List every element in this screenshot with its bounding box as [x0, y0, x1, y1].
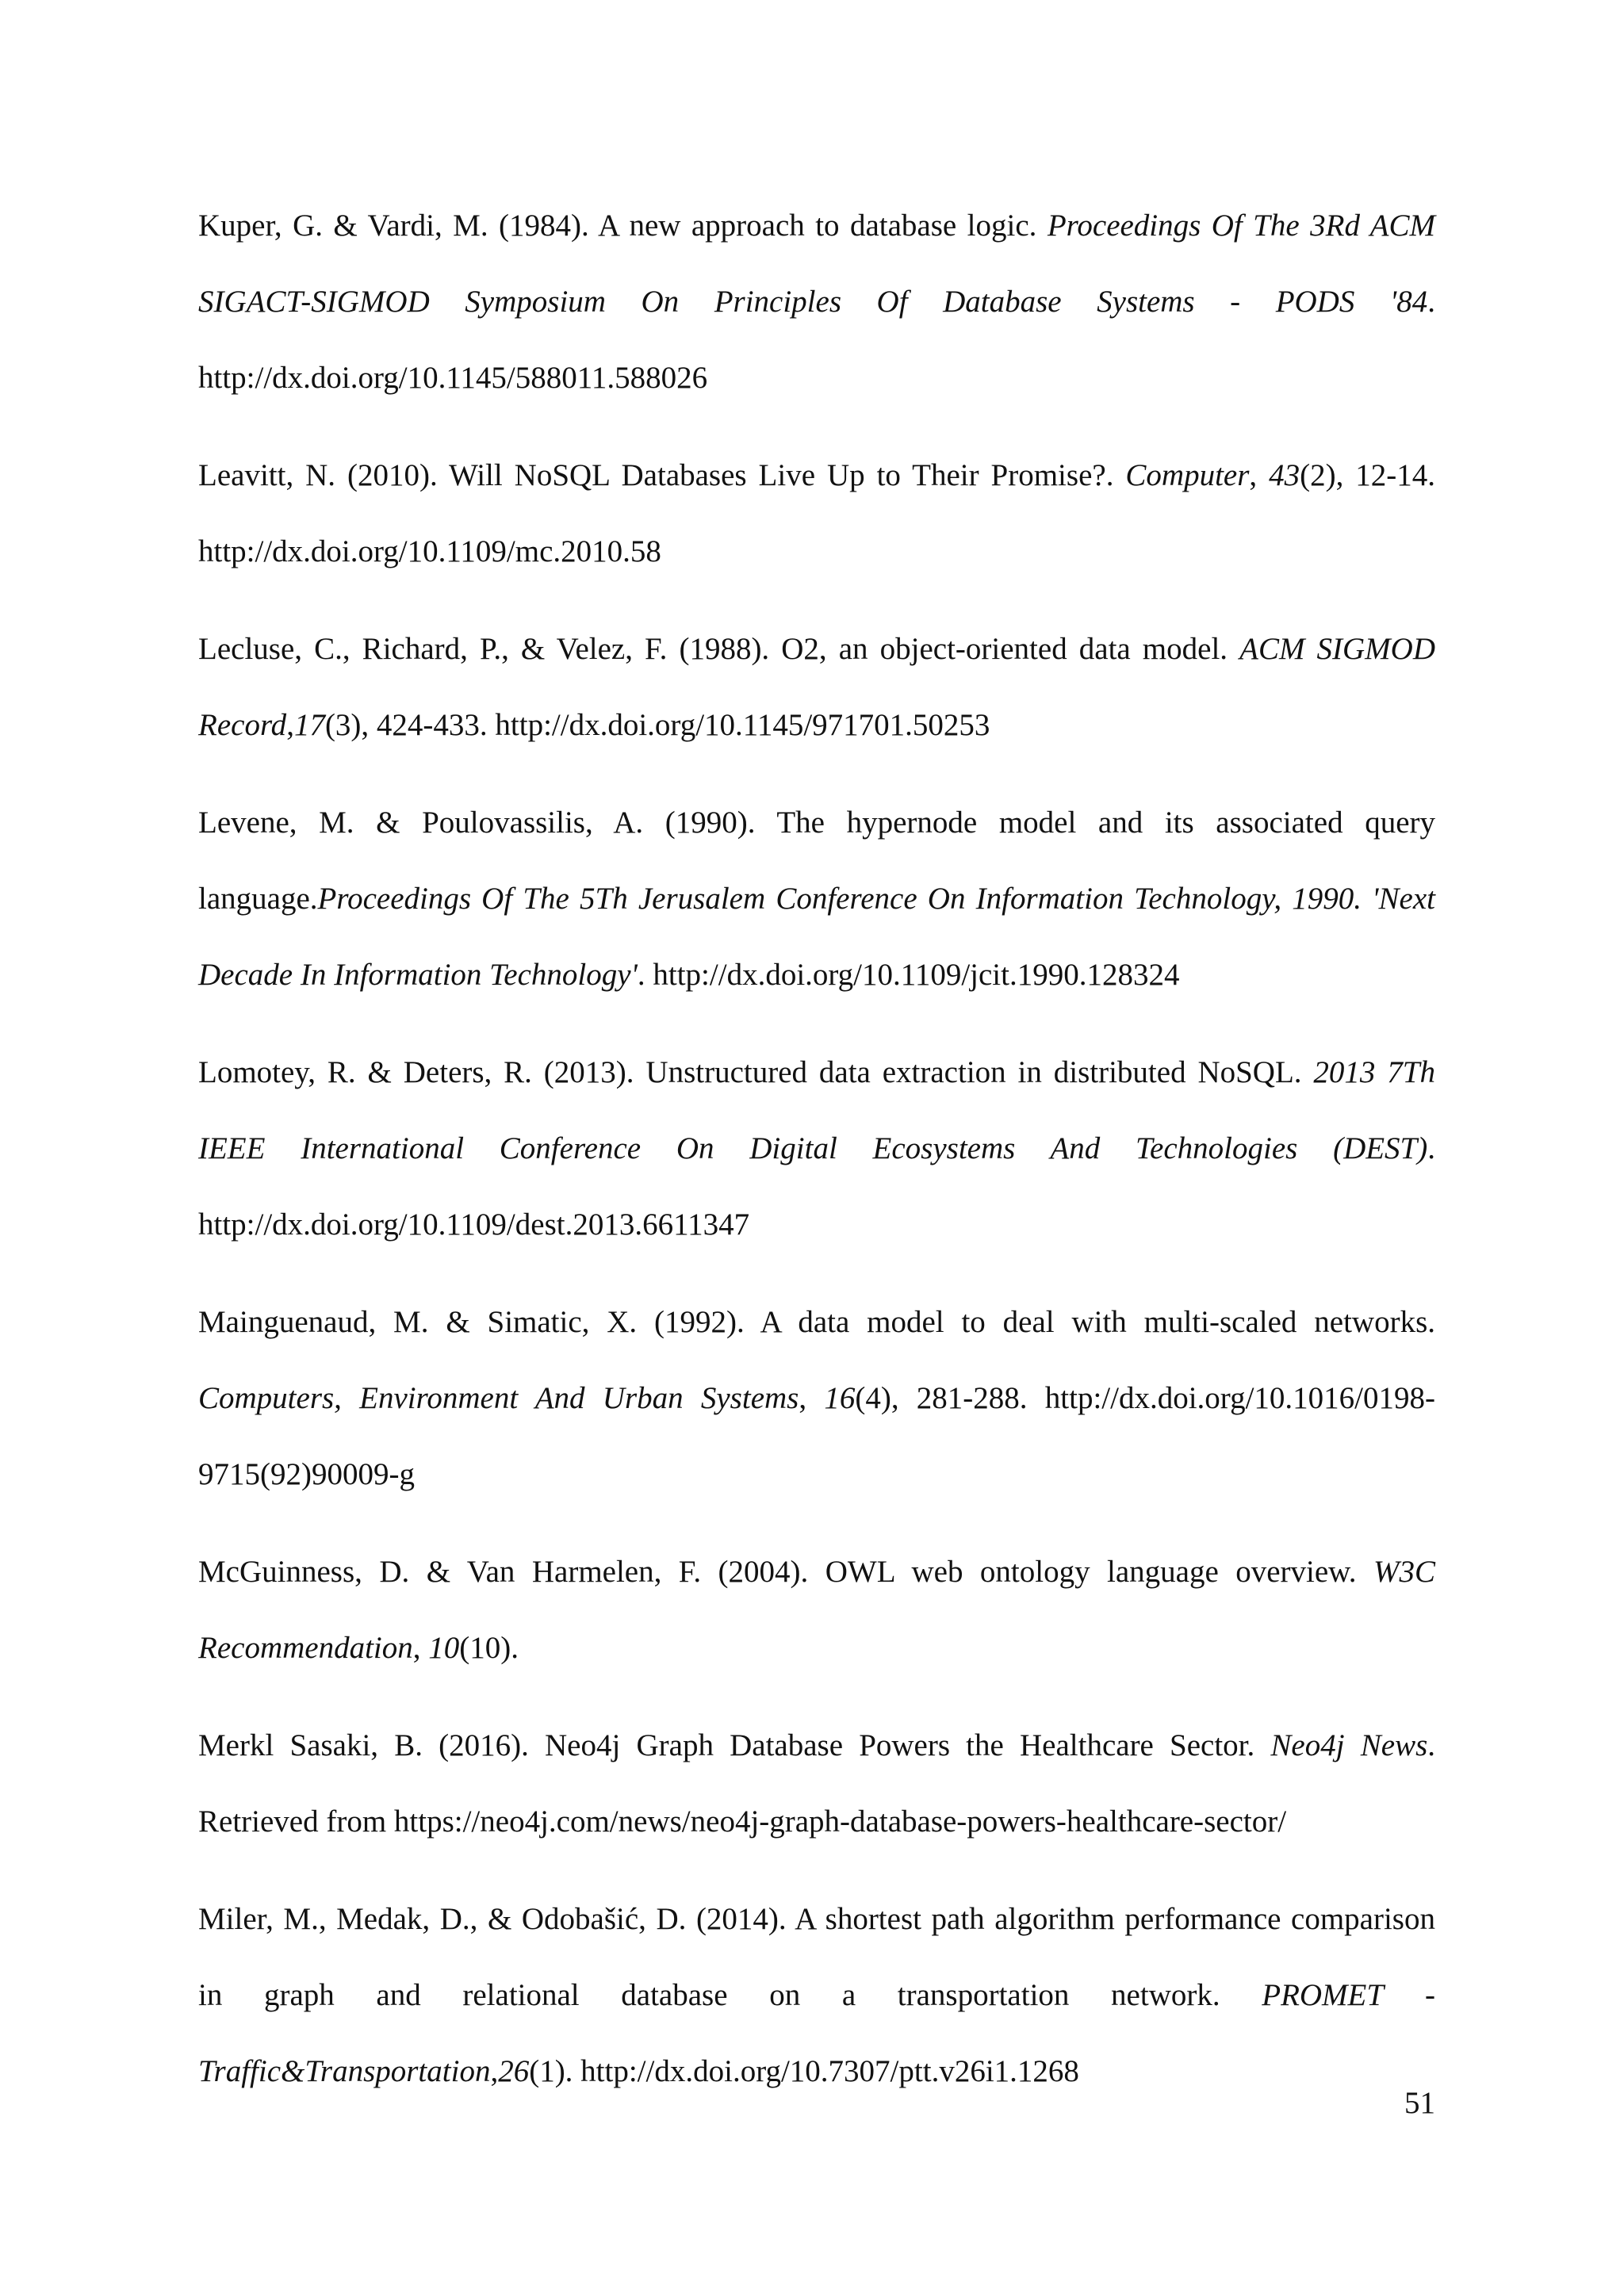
reference-doi: . Retrieved from https://neo4j.com/news/neo4j-graph-database-powers-healthcare-sector/	[198, 1728, 1436, 1839]
reference-entry	[198, 1881, 1435, 2110]
reference-entry	[198, 1708, 1435, 1860]
reference-venue: ACM SIGMOD Record	[198, 632, 1435, 742]
reference-entry	[198, 188, 1435, 416]
reference-separator: ,	[799, 1381, 825, 1415]
reference-doi: (4), 281-288. http://dx.doi.org/10.1016/0198-9715(92)90009-g	[198, 1381, 1435, 1491]
reference-entry	[198, 611, 1435, 763]
reference-venue: 2013 7Th IEEE International Conference On Digital Ecosystems And Technologies (DEST)	[198, 1055, 1435, 1165]
reference-entry	[198, 438, 1435, 590]
reference-volume: 43	[1269, 458, 1300, 492]
reference-venue: Neo4j News	[1270, 1728, 1428, 1762]
reference-authors-title: Levene, M. & Poulovassilis, A. (1990). The hypernode model and its associated query language.	[198, 806, 1435, 916]
reference-volume: 17	[293, 708, 325, 742]
reference-venue: Computer	[1125, 458, 1250, 492]
reference-authors-title: Kuper, G. & Vardi, M. (1984). A new approach to database logic.	[198, 209, 1048, 243]
reference-entry	[198, 1035, 1435, 1263]
reference-doi: (10).	[459, 1631, 519, 1665]
reference-doi: (2), 12-14. http://dx.doi.org/10.1109/mc.2010.58	[198, 458, 1436, 568]
reference-venue: Computers, Environment And Urban Systems	[198, 1381, 799, 1415]
reference-venue: Proceedings Of The 5Th Jerusalem Conference On Information Technology, 1990. 'Next Decade In Information Technology'	[198, 882, 1435, 992]
reference-list	[198, 188, 1435, 2110]
reference-entry	[198, 1284, 1435, 1513]
reference-doi: (1). http://dx.doi.org/10.7307/ptt.v26i1.1268	[529, 2054, 1079, 2088]
reference-authors-title: McGuinness, D. & Van Harmelen, F. (2004). OWL web ontology language overview.	[198, 1555, 1373, 1589]
reference-venue: PROMET - Traffic&Transportation	[198, 1978, 1435, 2088]
reference-authors-title: Leavitt, N. (2010). Will NoSQL Databases Live Up to Their Promise?.	[198, 458, 1126, 492]
reference-separator: ,	[412, 1631, 429, 1665]
page-number: 51	[1404, 2086, 1435, 2120]
reference-separator: ,	[1249, 458, 1270, 492]
reference-volume: 16	[824, 1381, 856, 1415]
reference-entry	[198, 1534, 1435, 1686]
reference-doi: . http://dx.doi.org/10.1145/588011.588026	[198, 285, 1435, 395]
reference-entry	[198, 785, 1435, 1013]
reference-authors-title: Lecluse, C., Richard, P., & Velez, F. (1988). O2, an object-oriented data model.	[198, 632, 1240, 666]
reference-doi: . http://dx.doi.org/10.1109/dest.2013.6611347	[198, 1131, 1435, 1242]
reference-authors-title: Mainguenaud, M. & Simatic, X. (1992). A data model to deal with multi-scaled networks.	[198, 1305, 1435, 1339]
reference-doi: . http://dx.doi.org/10.1109/jcit.1990.128324	[637, 958, 1180, 992]
reference-doi: (3), 424-433. http://dx.doi.org/10.1145/971701.50253	[324, 708, 990, 742]
reference-volume: 10	[428, 1631, 460, 1665]
reference-authors-title: Miler, M., Medak, D., & Odobašić, D. (2014). A shortest path algorithm performance comparison in graph and relational database on a transportation network.	[198, 1902, 1435, 2012]
reference-separator: ,	[286, 708, 294, 742]
reference-separator: ,	[490, 2054, 499, 2088]
reference-authors-title: Lomotey, R. & Deters, R. (2013). Unstructured data extraction in distributed NoSQL.	[198, 1055, 1314, 1089]
reference-venue: Proceedings Of The 3Rd ACM SIGACT-SIGMOD Symposium On Principles Of Database Systems - PODS '84	[198, 209, 1435, 319]
reference-venue: W3C Recommendation	[198, 1555, 1435, 1665]
reference-volume: 26	[498, 2054, 530, 2088]
reference-authors-title: Merkl Sasaki, B. (2016). Neo4j Graph Database Powers the Healthcare Sector.	[198, 1728, 1271, 1762]
